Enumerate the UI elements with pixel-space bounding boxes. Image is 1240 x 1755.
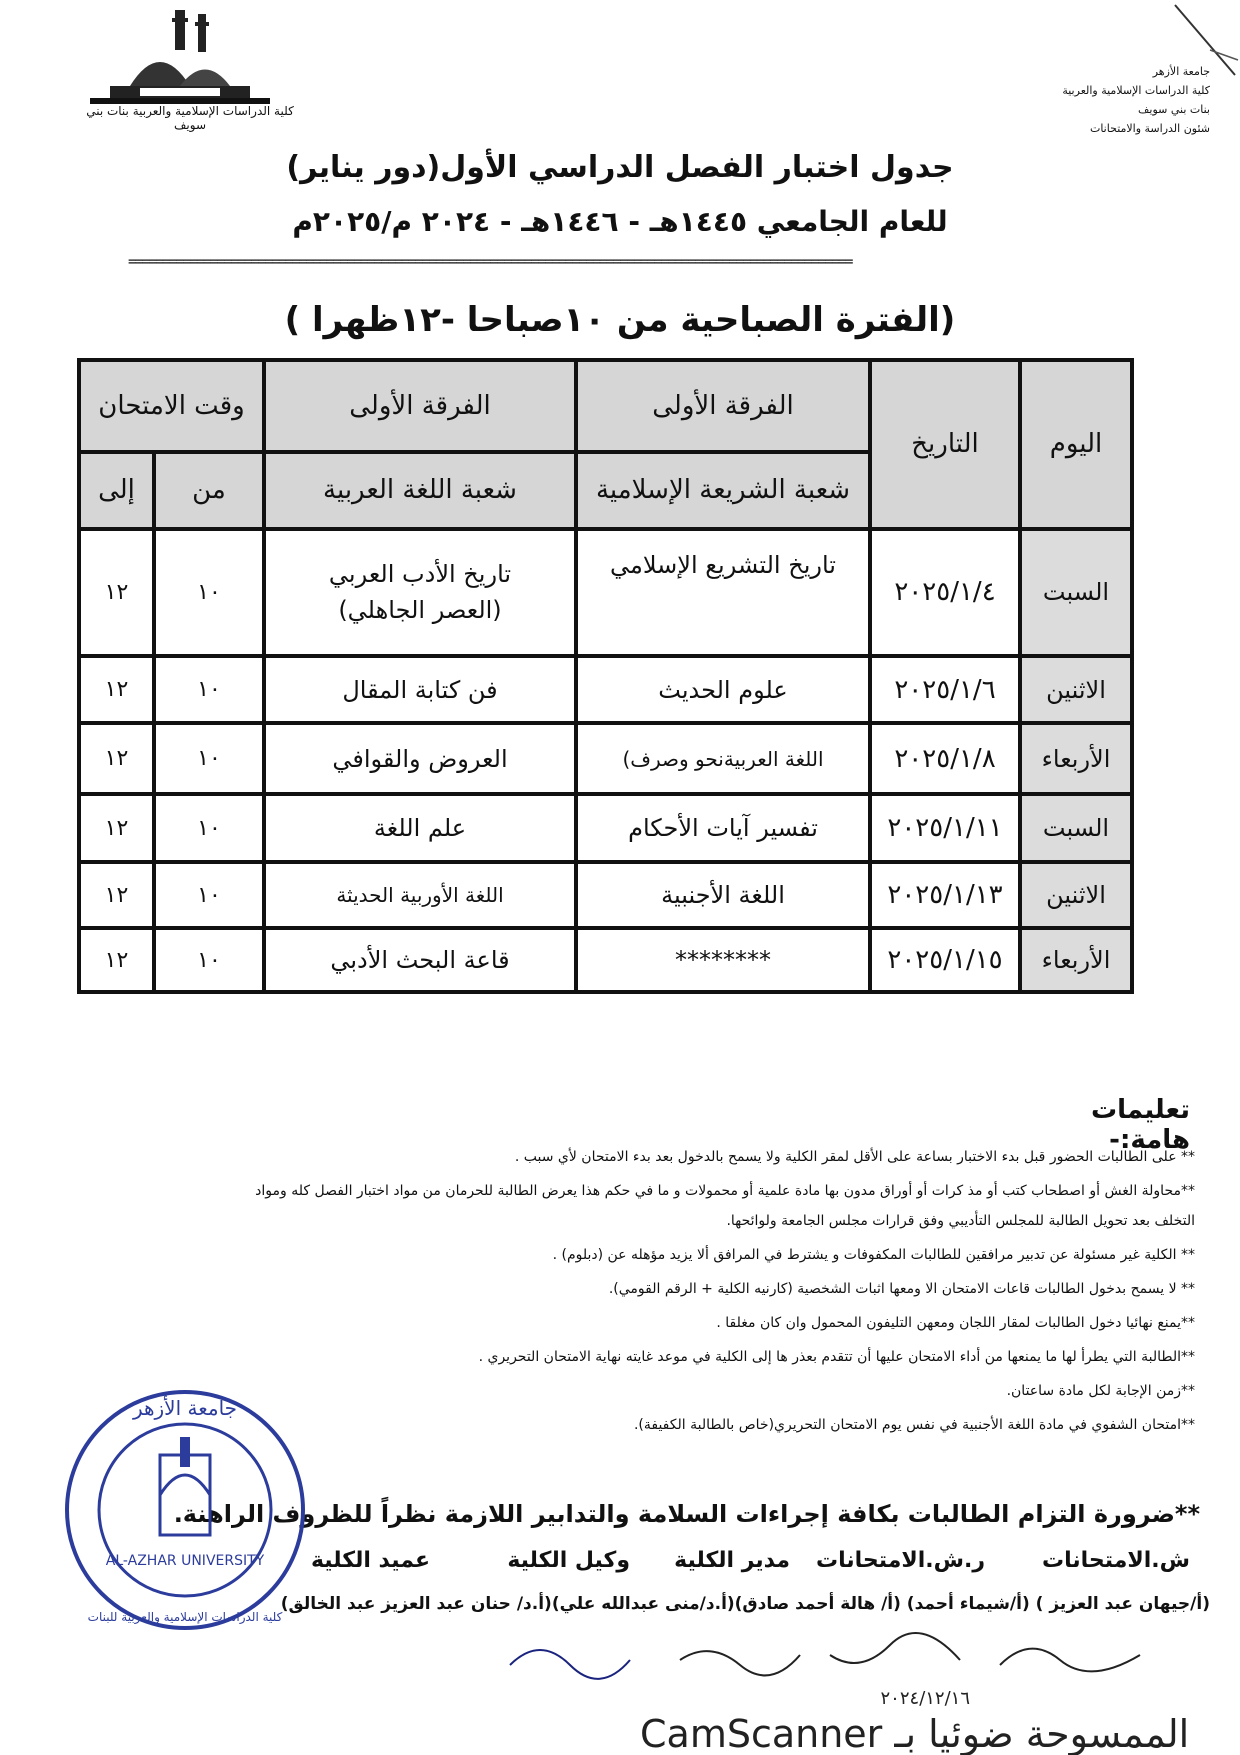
- header-to: إلى: [79, 452, 154, 529]
- instruction-item: **يمنع نهائيا دخول الطالبات لمقار اللجان ومعهن التليفون المحمول وان كان مغلقا .: [716, 1315, 1195, 1331]
- time-from: ١٠: [154, 928, 264, 992]
- period-title: (الفترة الصباحية من ١٠صباحا -١٢ظهرا ): [284, 300, 956, 340]
- arabic-subject: علم اللغة: [264, 794, 576, 862]
- table-row: [79, 862, 1132, 928]
- date-cell: ٢٠٢٥/١/١١: [870, 794, 1020, 862]
- table-header-row: [79, 360, 1132, 452]
- handwritten-date: ٢٠٢٤/١٢/١٦: [880, 1688, 970, 1709]
- time-to: ١٢: [79, 529, 154, 656]
- header-exam-time: وقت الامتحان: [79, 360, 264, 452]
- time-from: ١٠: [154, 794, 264, 862]
- day-cell: الأربعاء: [1020, 928, 1132, 992]
- header-line-department: شئون الدراسة والامتحانات: [1089, 122, 1210, 135]
- exam-schedule-table: [77, 358, 1134, 994]
- instruction-item: ** لا يسمح بدخول الطالبات قاعات الامتحان الا ومعها اثبات الشخصية (كارنيه الكلية + الرقم القومي).: [608, 1281, 1195, 1297]
- instruction-item: **الطالبة التي يطرأ لها ما يمنعها من أداء الامتحان عليها أن تتقدم بعذر ها إلى الكلية في موعد غايته نهاية الامتحان التحريري .: [478, 1349, 1195, 1365]
- title-vice-dean: وكيل الكلية: [507, 1548, 630, 1573]
- day-cell: الاثنين: [1020, 656, 1132, 723]
- header-branch-arabic: شعبة اللغة العربية: [264, 452, 576, 529]
- header-line-branch: بنات بني سويف: [1138, 103, 1210, 116]
- title-exams-head: ر.ش.الامتحانات: [815, 1548, 985, 1573]
- camscanner-watermark: CamScanner الممسوحة ضوئيا بـ: [640, 1712, 1190, 1755]
- schedule-title: جدول اختبار الفصل الدراسي الأول(دور يناير): [286, 150, 954, 185]
- arabic-subject-line1: تاريخ الأدب العربي: [328, 560, 512, 589]
- time-from: ١٠: [154, 529, 264, 656]
- instruction-item: ** الكلية غير مسئولة عن تدبير مرافقين للطالبات المكفوفات و يشترط في المرافق ألا يزيد مؤهله عن (دبلوم) .: [552, 1247, 1195, 1263]
- university-seal: [60, 1385, 310, 1635]
- header-group-arabic: الفرقة الأولى: [264, 360, 576, 452]
- time-to: ١٢: [79, 723, 154, 794]
- time-to: ١٢: [79, 794, 154, 862]
- time-to: ١٢: [79, 928, 154, 992]
- header-day: اليوم: [1020, 360, 1132, 529]
- day-cell: السبت: [1020, 529, 1132, 656]
- svg-text:AL-AZHAR UNIVERSITY: AL-AZHAR UNIVERSITY: [105, 1553, 265, 1569]
- date-cell: ٢٠٢٥/١/٨: [870, 723, 1020, 794]
- header-line-faculty: كلية الدراسات الإسلامية والعربية: [1062, 84, 1210, 97]
- time-to: ١٢: [79, 656, 154, 723]
- arabic-subject: قاعة البحث الأدبي: [264, 928, 576, 992]
- academic-year: للعام الجامعي ١٤٤٥هـ - ١٤٤٦هـ - ٢٠٢٤ م/٢٠٢٥م: [292, 205, 948, 238]
- instructions-title: تعليمات هامة:-: [1091, 1095, 1190, 1155]
- sharia-subject: تفسير آيات الأحكام: [576, 794, 870, 862]
- svg-text:جامعة الأزهر: جامعة الأزهر: [132, 1396, 238, 1420]
- day-cell: السبت: [1020, 794, 1132, 862]
- institution-header: [1020, 62, 1210, 138]
- instruction-item: **محاولة الغش أو اصطحاب كتب أو مذ كرات أو أوراق مدون بها مادة علمية أو محمولات و ما في حكم هذا يعرض الطالبة للحرمان من مواد اختبار الفصل كله ومواد: [255, 1183, 1195, 1199]
- day-cell: الاثنين: [1020, 862, 1132, 928]
- sharia-subject: تاريخ التشريع الإسلامي: [576, 529, 870, 656]
- arabic-subject-line2: (العصر الجاهلي): [338, 596, 502, 625]
- arabic-subject: اللغة الأوربية الحديثة: [264, 862, 576, 928]
- instruction-item-continued: التخلف بعد تحويل الطالبة للمجلس التأديبي وفق قرارات مجلس الجامعة ولوائحها.: [726, 1213, 1195, 1229]
- table-row: [79, 928, 1132, 992]
- svg-text:كلية الدراسات الإسلامية والعرب: كلية الدراسات الإسلامية والعربية للبنات: [87, 1610, 283, 1624]
- header-date: التاريخ: [870, 360, 1020, 529]
- sharia-subject: اللغة الأجنبية: [576, 862, 870, 928]
- date-cell: ٢٠٢٥/١/٦: [870, 656, 1020, 723]
- title-exams-affairs: ش.الامتحانات: [1042, 1548, 1190, 1573]
- important-note: **ضرورة التزام الطالبات بكافة إجراءات السلامة والتدابير اللازمة نظراً للظروف الراهنة.: [173, 1500, 1200, 1528]
- time-from: ١٠: [154, 862, 264, 928]
- header-branch-sharia: شعبة الشريعة الإسلامية: [576, 452, 870, 529]
- title-faculty-director: مدير الكلية: [674, 1548, 790, 1573]
- instruction-item: **زمن الإجابة لكل مادة ساعتان.: [1006, 1383, 1195, 1399]
- arabic-subject: فن كتابة المقال: [264, 656, 576, 723]
- sharia-subject: اللغة العربيةنحو وصرف): [576, 723, 870, 794]
- header-group-sharia: الفرقة الأولى: [576, 360, 870, 452]
- separator-line: ==========================================================================================================: [128, 254, 852, 270]
- time-from: ١٠: [154, 656, 264, 723]
- sharia-subject: ********: [576, 928, 870, 992]
- sharia-subject: علوم الحديث: [576, 656, 870, 723]
- date-cell: ٢٠٢٥/١/١٥: [870, 928, 1020, 992]
- header-line-university: جامعة الأزهر: [1152, 65, 1210, 78]
- arabic-subject: [264, 529, 576, 656]
- table-row: [79, 723, 1132, 794]
- table-row: [79, 656, 1132, 723]
- table-row: [79, 529, 1132, 656]
- logo-caption: كلية الدراسات الإسلامية والعربية بنات بني سويف: [86, 104, 294, 132]
- arabic-subject: العروض والقوافي: [264, 723, 576, 794]
- header-from: من: [154, 452, 264, 529]
- instruction-item: **امتحان الشفوي في مادة اللغة الأجنبية في نفس يوم الامتحان التحريري(خاص بالطالبة الكفيفة).: [633, 1417, 1195, 1433]
- table-row: [79, 794, 1132, 862]
- signatory-names: (أ/جيهان عبد العزيز ) (أ/شيماء أحمد) (أ/ هالة أحمد صادق)(أ.د/منى عبدالله علي)(أ.د/ حنان عبد العزيز عبد الخالق): [280, 1594, 1210, 1614]
- title-dean: عميد الكلية: [310, 1548, 430, 1573]
- date-cell: ٢٠٢٥/١/٤: [870, 529, 1020, 656]
- handwritten-signatures: [500, 1625, 1200, 1685]
- instruction-item: ** على الطالبات الحضور قبل بدء الاختبار بساعة على الأقل لمقر الكلية ولا يسمح بالدخول بعد بدء الامتحان لأي سبب .: [514, 1149, 1195, 1165]
- time-from: ١٠: [154, 723, 264, 794]
- date-cell: ٢٠٢٥/١/١٣: [870, 862, 1020, 928]
- day-cell: الأربعاء: [1020, 723, 1132, 794]
- time-to: ١٢: [79, 862, 154, 928]
